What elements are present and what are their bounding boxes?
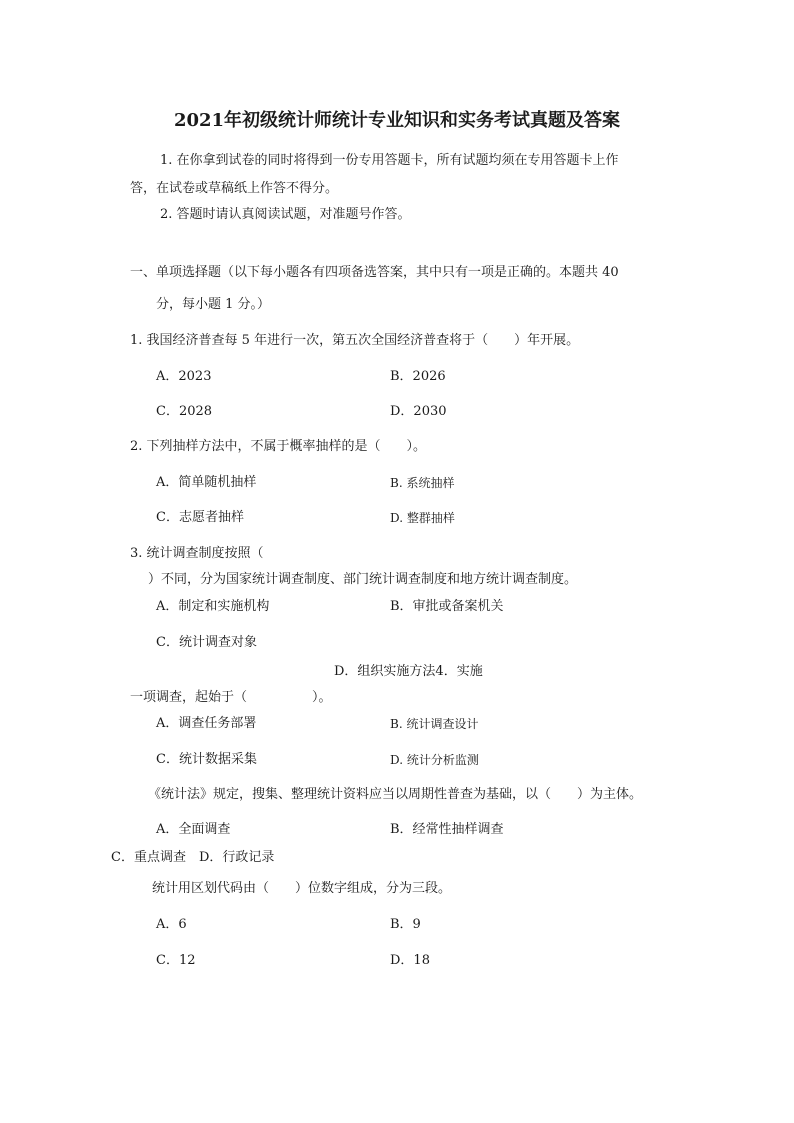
question-3-option-c: C．统计调查对象 — [156, 635, 257, 650]
question-1-option-d: D．2030 — [390, 404, 447, 419]
question-3-option-b: B．审批或备案机关 — [390, 599, 504, 614]
question-4-option-c: C．统计数据采集 — [156, 752, 257, 767]
question-5-option-a: A．全面调查 — [156, 822, 231, 837]
question-4-option-d: D. 统计分析监测 — [390, 753, 479, 767]
question-2-option-b: B. 系统抽样 — [390, 476, 455, 490]
question-6-option-b: B．9 — [390, 917, 421, 932]
question-6-stem: 统计用区划代码由（ ）位数字组成，分为三段。 — [152, 881, 452, 896]
section-heading: 一、单项选择题（以下每小题各有四项备选答案，其中只有一项是正确的。本题共 40 — [130, 265, 619, 280]
question-5-options-cd: C．重点调查 D．行政记录 — [111, 850, 275, 865]
question-2-option-c: C．志愿者抽样 — [156, 510, 244, 525]
question-1-option-a: A．2023 — [156, 369, 212, 384]
page-title: 2021年初级统计师统计专业知识和实务考试真题及答案 — [173, 110, 621, 131]
note-2: 2. 答题时请认真阅读试题，对准题号作答。 — [160, 207, 411, 222]
question-5-stem: 《统计法》规定，搜集、整理统计资料应当以周期性普查为基础，以（ ）为主体。 — [148, 787, 643, 802]
question-6-option-d: D．18 — [390, 953, 430, 968]
question-2-option-d: D. 整群抽样 — [390, 511, 455, 525]
question-1-option-c: C．2028 — [156, 404, 213, 419]
question-1-stem: 1. 我国经济普查每 5 年进行一次，第五次全国经济普查将于（ ）年开展。 — [130, 333, 580, 348]
question-2-stem: 2. 下列抽样方法中，不属于概率抽样的是（ ）。 — [130, 439, 427, 454]
question-4-option-a: A．调查任务部署 — [156, 716, 257, 731]
question-3-option-a: A．制定和实施机构 — [156, 599, 270, 614]
section-heading-cont: 分，每小题 1 分。） — [156, 297, 271, 312]
question-6-option-a: A．6 — [156, 917, 187, 932]
question-6-option-c: C．12 — [156, 953, 196, 968]
question-4-option-b: B. 统计调查设计 — [390, 717, 479, 731]
question-2-option-a: A．简单随机抽样 — [156, 475, 257, 490]
question-3-stem: 3. 统计调查制度按照（ — [130, 546, 264, 561]
question-4-stem: 一项调查，起始于（ ）。 — [130, 690, 332, 705]
question-1-option-b: B．2026 — [390, 369, 446, 384]
question-5-option-b: B．经常性抽样调查 — [390, 822, 504, 837]
note-1-cont: 答，在试卷或草稿纸上作答不得分。 — [130, 181, 339, 196]
question-3-stem-cont: ）不同，分为国家统计调查制度、部门统计调查制度和地方统计调查制度。 — [148, 572, 578, 587]
question-3-option-d: D．组织实施方法4．实施 — [334, 664, 483, 679]
note-1: 1. 在你拿到试卷的同时将得到一份专用答题卡，所有试题均须在专用答题卡上作 — [160, 153, 619, 168]
